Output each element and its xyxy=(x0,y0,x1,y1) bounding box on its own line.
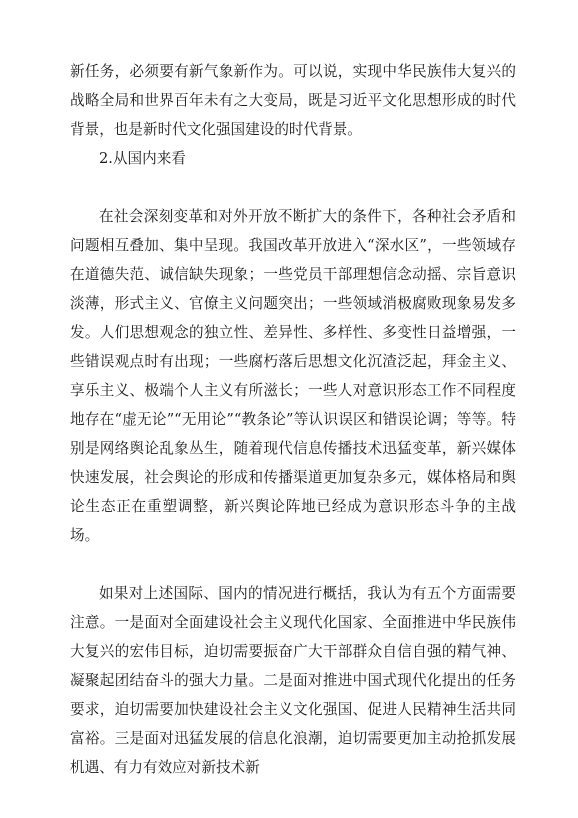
document-page xyxy=(70,57,516,782)
paragraph-domestic: 在社会深刻变革和对外开放不断扩大的条件下，各种社会矛盾和问题相互叠加、集中呈现。我国改革开放进入“深水区”，一些领域存在道德失范、诚信缺失现象；一些党员干部理想信念动摇、宗旨意识淡薄，形式主义、官僚主义问题突出；一些领域消极腐败现象易发多发。人们思想观念的独立性、差异性、多样性、多变性日益增强，一些错误观点时有出现；一些腐朽落后思想文化沉渣泛起，拜金主义、享乐主义、极端个人主义有所滋长；一些人对意识形态工作不同程度地存在“虚无论”“无用论”“教条论”等认识误区和错误论调；等等。特别是网络舆论乱象丛生，随着现代信息传播技术迅猛变革，新兴媒体快速发展，社会舆论的形成和传播渠道更加复杂多元，媒体格局和舆论生态正在重塑调整，新兴舆论阵地已经成为意识形态斗争的主战场。 xyxy=(70,208,516,544)
section-heading-domestic: 2.从国内来看 xyxy=(99,150,186,167)
paragraph-intro-continuation: 新任务，必须要有新气象新作为。可以说，实现中华民族伟大复兴的战略全局和世界百年未有之大变局，既是习近平文化思想形成的时代背景，也是新时代文化强国建设的时代背景。 xyxy=(70,63,516,138)
paragraph-summary: 如果对上述国际、国内的情况进行概括，我认为有五个方面需要注意。一是面对全面建设社会主义现代化国家、全面推进中华民族伟大复兴的宏伟目标，迫切需要振奋广大干部群众自信自强的精气神、凝聚起团结奋斗的强大力量。二是面对推进中国式现代化提出的任务要求，迫切需要加快建设社会主义文化强国、促进人民精神生活共同富裕。三是面对迅猛发展的信息化浪潮，迫切需要更加主动抢抓发展机遇、有力有效应对新技术新 xyxy=(70,585,516,776)
